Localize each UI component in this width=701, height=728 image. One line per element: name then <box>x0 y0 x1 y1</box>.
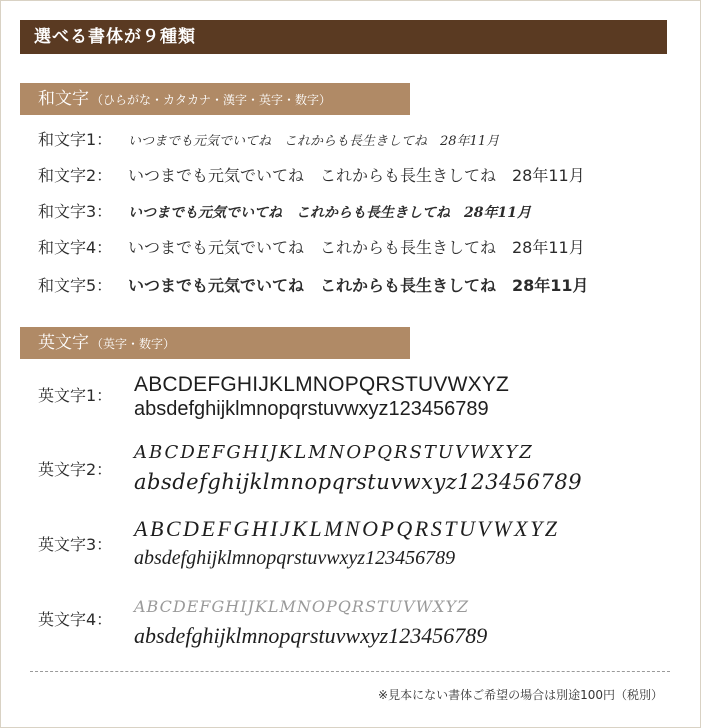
en-font-uppercase-sample: ABCDEFGHIJKLMNOPQRSTUVWXYZ <box>134 373 510 396</box>
en-font-lowercase-sample: absdefghijklmnopqrstuvwxyz123456789 <box>134 398 489 420</box>
en-font-uppercase-sample: ABCDEFGHIJKLMNOPQRSTUVWXYZ <box>134 597 470 616</box>
en-font-label: 英文字4： <box>38 610 113 629</box>
wa-font-sample: いつまでも元気でいてね これからも長生きしてね 28年11月 <box>128 134 500 149</box>
en-font-lowercase-sample: absdefghijklmnopqrstuvwxyz123456789 <box>134 470 583 494</box>
en-section-title: 英文字 <box>38 333 89 353</box>
wa-font-row-3 <box>38 200 531 224</box>
wa-font-row-1 <box>38 128 499 152</box>
wa-font-label: 和文字3： <box>38 202 113 221</box>
en-section-heading <box>20 327 410 359</box>
wa-font-label: 和文字1： <box>38 130 113 149</box>
dashed-divider <box>30 671 670 672</box>
en-font-label: 英文字1： <box>38 386 113 405</box>
en-section-subtitle: （英字・数字） <box>91 337 176 351</box>
en-font-lowercase-sample: absdefghijklmnopqrstuvwxyz123456789 <box>134 547 456 569</box>
wa-font-label: 和文字5： <box>38 276 113 295</box>
wa-font-sample: いつまでも元気でいてね これからも長生きしてね 28年11月 <box>128 238 585 257</box>
wa-font-row-5 <box>38 274 589 298</box>
en-font-lowercase-sample: absdefghijklmnopqrstuvwxyz123456789 <box>134 623 488 648</box>
wa-section-title: 和文字 <box>38 89 89 109</box>
wa-font-label: 和文字4： <box>38 238 113 257</box>
en-font-label: 英文字3： <box>38 535 113 554</box>
en-font-label: 英文字2： <box>38 460 113 479</box>
wa-font-sample: いつまでも元気でいてね これからも長生きしてね 28年11月 <box>128 205 531 221</box>
wa-font-label: 和文字2： <box>38 166 113 185</box>
page-title: 選べる書体が９種類 <box>20 20 667 54</box>
wa-font-row-2 <box>38 164 585 188</box>
wa-section-subtitle: （ひらがな・カタカナ・漢字・英字・数字） <box>91 93 332 107</box>
footnote: ※見本にない書体ご希望の場合は別途100円（税別） <box>378 688 663 702</box>
en-font-uppercase-sample: ABCDEFGHIJKLMNOPQRSTUVWXYZ <box>134 516 560 541</box>
wa-font-row-4 <box>38 236 585 260</box>
en-font-uppercase-sample: ABCDEFGHIJKLMNOPQRSTUVWXYZ <box>134 442 534 463</box>
wa-font-sample: いつまでも元気でいてね これからも長生きしてね 28年11月 <box>128 276 589 295</box>
wa-section-heading <box>20 83 410 115</box>
wa-font-sample: いつまでも元気でいてね これからも長生きしてね 28年11月 <box>128 166 585 185</box>
